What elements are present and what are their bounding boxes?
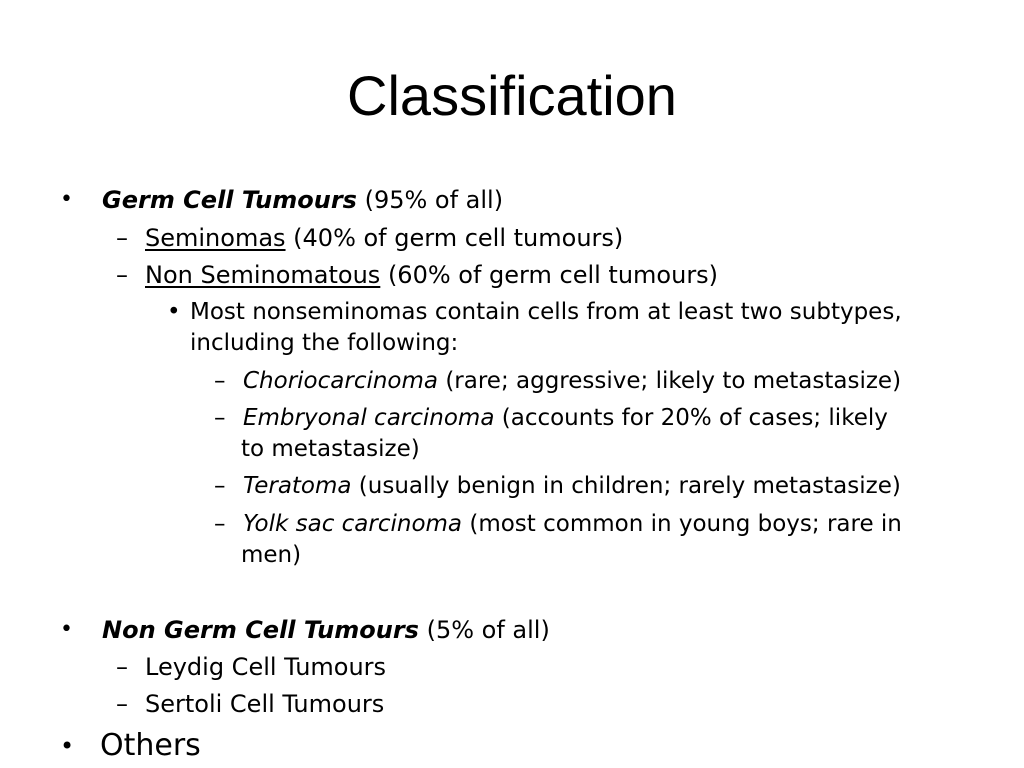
heading-germ-cell-tumours: Germ Cell Tumours xyxy=(102,186,357,214)
non-seminomatous-note: (60% of germ cell tumours) xyxy=(380,261,719,289)
sub-bullet-text xyxy=(145,223,623,253)
dash-marker: – xyxy=(214,368,226,394)
subtype-embryonal-carcinoma-cont xyxy=(241,434,420,464)
bullet-subtypes-intro-cont xyxy=(190,328,458,358)
heading-note: (95% of all) xyxy=(356,186,504,214)
non-seminomatous-label: Non Seminomatous xyxy=(145,261,381,289)
subtype-name: Teratoma xyxy=(243,473,352,499)
subtype-desc: (usually benign in children; rarely metastasize) xyxy=(351,473,901,499)
bullet-text xyxy=(102,185,503,215)
subtype-desc-cont: men) xyxy=(241,542,302,568)
subtype-text xyxy=(243,471,901,501)
sub-bullet-text xyxy=(145,260,718,290)
dash-marker: – xyxy=(214,511,226,537)
subtypes-intro-line1: Most nonseminomas contain cells from at least two subtypes, xyxy=(190,299,902,325)
dash-marker: – xyxy=(116,224,128,252)
sub-bullet-text: Leydig Cell Tumours xyxy=(145,653,387,681)
dash-marker: – xyxy=(116,690,128,718)
subtype-name: Embryonal carcinoma xyxy=(243,405,495,431)
bullet-marker: • xyxy=(60,732,75,760)
subtype-name: Choriocarcinoma xyxy=(243,368,439,394)
subtype-desc: (rare; aggressive; likely to metastasize) xyxy=(438,368,902,394)
subtype-text xyxy=(243,509,902,539)
sub-bullet-text: Sertoli Cell Tumours xyxy=(145,690,385,718)
subtype-desc: (accounts for 20% of cases; likely xyxy=(494,405,888,431)
bullet-marker: • xyxy=(167,299,181,325)
others-label: Others xyxy=(100,728,201,763)
bullet-marker: • xyxy=(60,187,73,212)
seminomas-label: Seminomas xyxy=(145,224,286,252)
heading-note: (5% of all) xyxy=(418,616,550,644)
bullet-text xyxy=(102,615,550,645)
subtype-text xyxy=(243,366,901,396)
subtype-name: Yolk sac carcinoma xyxy=(243,511,463,537)
heading-non-germ-cell-tumours: Non Germ Cell Tumours xyxy=(102,616,419,644)
slide-title: Classification xyxy=(347,64,677,127)
subtype-desc: (most common in young boys; rare in xyxy=(462,511,902,537)
subtype-text xyxy=(243,403,888,433)
dash-marker: – xyxy=(214,405,226,431)
subtype-desc-cont: to metastasize) xyxy=(241,436,420,462)
dash-marker: – xyxy=(116,261,128,289)
seminomas-note: (40% of germ cell tumours) xyxy=(285,224,624,252)
dash-marker: – xyxy=(214,473,226,499)
subtypes-intro-line2: including the following: xyxy=(190,330,459,356)
bullet-marker: • xyxy=(60,617,73,642)
dash-marker: – xyxy=(116,653,128,681)
subtype-yolk-sac-carcinoma-cont xyxy=(241,540,301,570)
